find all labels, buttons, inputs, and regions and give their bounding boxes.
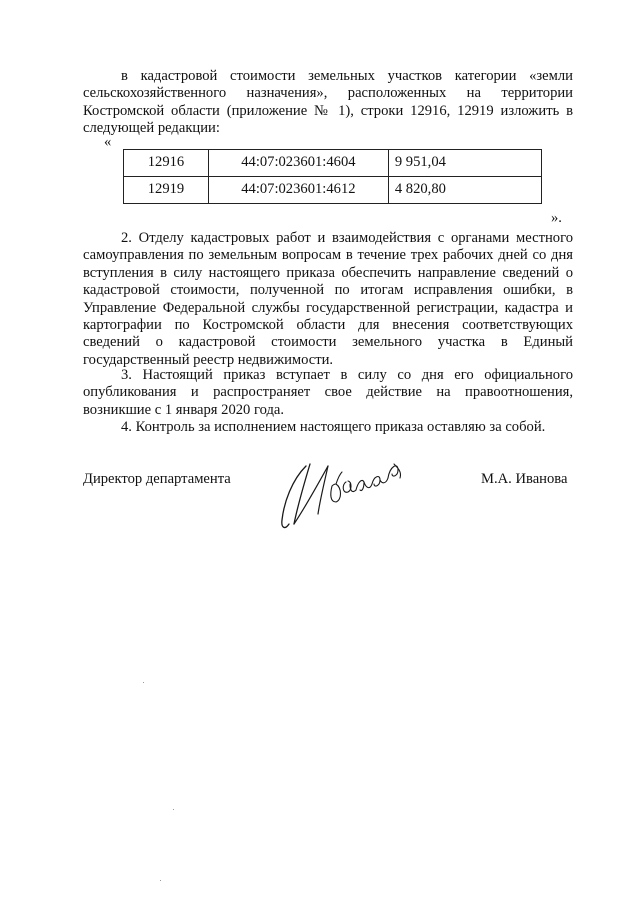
scan-speck xyxy=(160,880,161,881)
cadastral-number-cell: 44:07:023601:4612 xyxy=(208,177,388,204)
scan-speck xyxy=(143,682,144,683)
signatory-name: М.А. Иванова xyxy=(481,471,568,487)
row-number-cell: 12919 xyxy=(124,177,209,204)
cadastral-value-table xyxy=(123,149,542,204)
paragraph-2: 2. Отделу кадастровых работ и взаимодействия с органами местного самоуправления по земельным вопросам в течение трех рабочих дней со дня вступления в силу настоящего приказа обеспечить направление сведений о кадастровой стоимости, полученной по итогам исправления ошибки, в Управление Федеральной службы государственной регистрации, кадастра и картографии по Костромской области для внесения соответствующих сведений о кадастровой стоимости земельного участка в Единый государственный реестр недвижимости. xyxy=(83,230,573,368)
signatory-title: Директор департамента xyxy=(83,471,231,487)
cadastral-number-cell: 44:07:023601:4604 xyxy=(208,150,388,177)
paragraph-4: 4. Контроль за исполнением настоящего приказа оставляю за собой. xyxy=(121,419,546,435)
closing-quote: ». xyxy=(551,210,562,226)
row-number-cell: 12916 xyxy=(124,150,209,177)
table-row xyxy=(124,150,542,177)
intro-paragraph: в кадастровой стоимости земельных участков категории «земли сельскохозяйственного назначения», расположенных на территории Костромской области (приложение № 1), строки 12916, 12919 изложить в следующей редакции: xyxy=(83,68,573,137)
opening-quote: « xyxy=(104,134,112,150)
table-row xyxy=(124,177,542,204)
paragraph-3: 3. Настоящий приказ вступает в силу со дня его официального опубликования и распространяет свое действие на правоотношения, возникшие с 1 января 2020 года. xyxy=(83,367,573,418)
scan-speck xyxy=(173,809,174,810)
cadastral-value-cell: 4 820,80 xyxy=(388,177,541,204)
cadastral-value-cell: 9 951,04 xyxy=(388,150,541,177)
handwritten-signature xyxy=(276,454,406,534)
